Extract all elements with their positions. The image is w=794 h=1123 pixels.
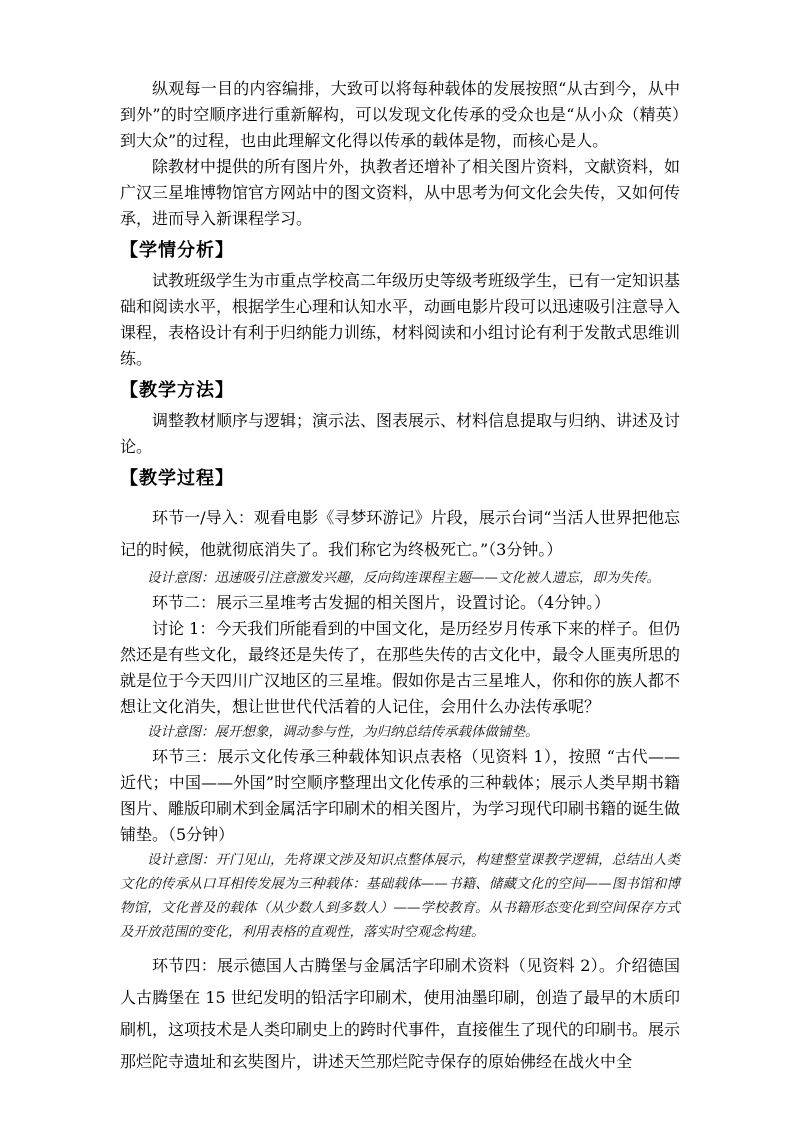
learning-analysis-text: 试教班级学生为市重点学校高二年级历史等级考班级学生，已有一定知识基础和阅读水平，根据学生心理和认知水平，动画电影片段可以迅速吸引注意导入课程，表格设计有利于归纳能力训练，材料阅读和小组讨论有利于发散式思维训练。 <box>120 271 681 368</box>
process-step-4: 环节四：展示德国人古腾堡与金属活字印刷术资料（见资料 2）。介绍德国人古腾堡在 15 世纪发明的铅活字印刷术，使用油墨印刷，创造了最早的木质印刷机，这项技术是人类印刷史上的跨时代事件，直接催生了现代的印刷书。展示那烂陀寺遗址和玄奘图片，讲述天竺那烂陀寺保存的原始佛经在战火中全 <box>120 956 681 1071</box>
document-body <box>120 76 680 1078</box>
section-heading-process: 【教学过程】 <box>120 468 234 489</box>
design-intent-1: 设计意图：迅速吸引注意激发兴趣，反向钩连课程主题——文化被人遗忘，即为失传。 <box>147 570 660 586</box>
section-heading-learning-analysis: 【学情分析】 <box>120 240 234 261</box>
section-heading-methods: 【教学方法】 <box>120 380 234 401</box>
intro-paragraph-2: 除教材中提供的所有图片外，执教者还增补了相关图片资料，文献资料，如广汉三星堆博物馆官方网站中的图文资料，从中思考为何文化会失传，又如何传承，进而导入新课程学习。 <box>120 157 681 228</box>
intro-paragraph-1: 纵观每一目的内容编排，大致可以将每种载体的发展按照“从古到今，从中到外”的时空顺序进行重新解构，可以发现文化传承的受众也是“从小众（精英）到大众”的过程，也由此理解文化得以传承的载体是物，而核心是人。 <box>120 79 680 150</box>
discussion-1: 讨论 1：今天我们所能看到的中国文化，是历经岁月传承下来的样子。但仍然还是有些文化，最终还是失传了，在那些失传的古文化中，最令人匪夷所思的就是位于今天四川广汉地区的三星堆。假如你是古三星堆人，你和你的族人都不想让文化消失，想让世世代代活着的人记住，会用什么办法传承呢？ <box>120 619 681 716</box>
design-intent-3: 设计意图：开门见山，先将课文涉及知识点整体展示，构建整堂课教学逻辑，总结出人类文化的传承从口耳相传发展为三种载体：基础载体——书籍、储藏文化的空间——图书馆和博物馆，文化普及的载体（从少数人到多数人）——学校教育。从书籍形态变化到空间保存方式及开放范围的变化，利用表格的直观性，落实时空观念构建。 <box>120 852 680 940</box>
process-step-3: 环节三：展示文化传承三种载体知识点表格（见资料 1），按照 “古代——近代；中国——外国”时空顺序整理出文化传承的三种载体；展示人类早期书籍图片、雕版印刷术到金属活字印刷术的相关图片，为学习现代印刷书籍的诞生做铺垫。（5分钟） <box>120 747 681 844</box>
process-step-1: 环节一/导入：观看电影《寻梦环游记》片段，展示台词“当活人世界把他忘记的时候，他就彻底消失了。我们称它为终极死亡。”（3分钟。） <box>120 508 680 559</box>
process-step-2: 环节二：展示三星堆考古发掘的相关图片，设置讨论。（4分钟。） <box>152 593 611 612</box>
methods-text: 调整教材顺序与逻辑；演示法、图表展示、材料信息提取与归纳、讲述及讨论。 <box>120 411 681 456</box>
design-intent-2: 设计意图：展开想象，调动参与性，为归纳总结传承载体做铺垫。 <box>147 724 539 740</box>
